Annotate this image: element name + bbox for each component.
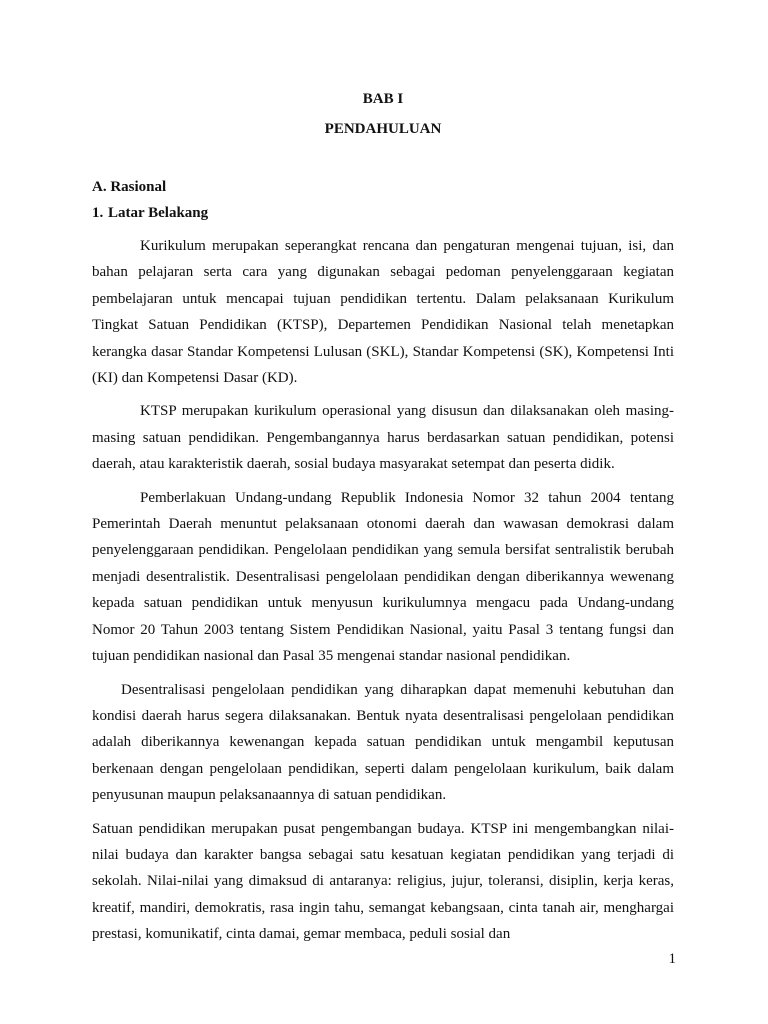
section-heading: A. Rasional	[92, 179, 167, 195]
paragraph-5: Satuan pendidikan merupakan pusat pengembangan budaya. KTSP ini mengembangkan nilai-nilai budaya dan karakter bangsa sebagai satu kesatuan kegiatan pendidikan yang terjadi di sekolah. Nilai-nilai yang dimaksud di antaranya: religius, jujur, toleransi, disiplin, kerja keras, kreatif, mandiri, demokratis, rasa ingin tahu, semangat kebangsaan, cinta tanah air, menghargai prestasi, komunikatif, cinta damai, gemar membaca, peduli sosial dan	[92, 820, 674, 943]
chapter-title: PENDAHULUAN	[324, 121, 442, 137]
paragraph-2: KTSP merupakan kurikulum operasional yang disusun dan dilaksanakan oleh masing-masing satuan pendidikan. Pengembangannya harus berdasarkan satuan pendidikan, potensi daerah, atau karakteristik daerah, sosial budaya masyarakat setempat dan peserta didik.	[92, 403, 674, 473]
subsection-heading	[92, 200, 674, 226]
paragraph-4: Desentralisasi pengelolaan pendidikan yang diharapkan dapat memenuhi kebutuhan dan kondisi daerah harus segera dilaksanakan. Bentuk nyata desentralisasi pengelolaan pendidikan adalah diberikannya kewenangan kepada satuan pendidikan untuk mengambil keputusan berkenaan dengan pengelolaan pendidikan, seperti dalam pengelolaan kurikulum, baik dalam penyusunan maupun pelaksanaannya di satuan pendidikan.	[92, 681, 674, 804]
chapter-label: BAB I	[362, 91, 404, 107]
paragraph-3: Pemberlakuan Undang-undang Republik Indonesia Nomor 32 tahun 2004 tentang Pemerintah Daerah menuntut pelaksanaan otonomi daerah dan wawasan demokrasi dalam penyelenggaraan pendidikan. Pengelolaan pendidikan yang semula bersifat sentralistik berubah menjadi desentralistik. Desentralisasi pengelolaan pendidikan dengan diberikannya wewenang kepada satuan pendidikan untuk menyusun kurikulumnya mengacu pada Undang-undang Nomor 20 Tahun 2003 tentang Sistem Pendidikan Nasional, yaitu Pasal 3 tentang fungsi dan tujuan pendidikan nasional dan Pasal 35 mengenai standar nasional pendidikan.	[92, 489, 674, 665]
subsection-number: 1.	[92, 205, 104, 221]
paragraph-1: Kurikulum merupakan seperangkat rencana dan pengaturan mengenai tujuan, isi, dan bahan pelajaran serta cara yang digunakan sebagai pedoman penyelenggaraan kegiatan pembelajaran untuk mencapai tujuan pendidikan tertentu. Dalam pelaksanaan Kurikulum Tingkat Satuan Pendidikan (KTSP), Departemen Pendidikan Nasional telah menetapkan kerangka dasar Standar Kompetensi Lulusan (SKL), Standar Kompetensi (SK), Kompetensi Inti (KI) dan Kompetensi Dasar (KD).	[92, 238, 674, 387]
page-number: 1	[668, 951, 676, 967]
page-content	[92, 86, 674, 948]
subsection-title: Latar Belakang	[108, 205, 209, 221]
